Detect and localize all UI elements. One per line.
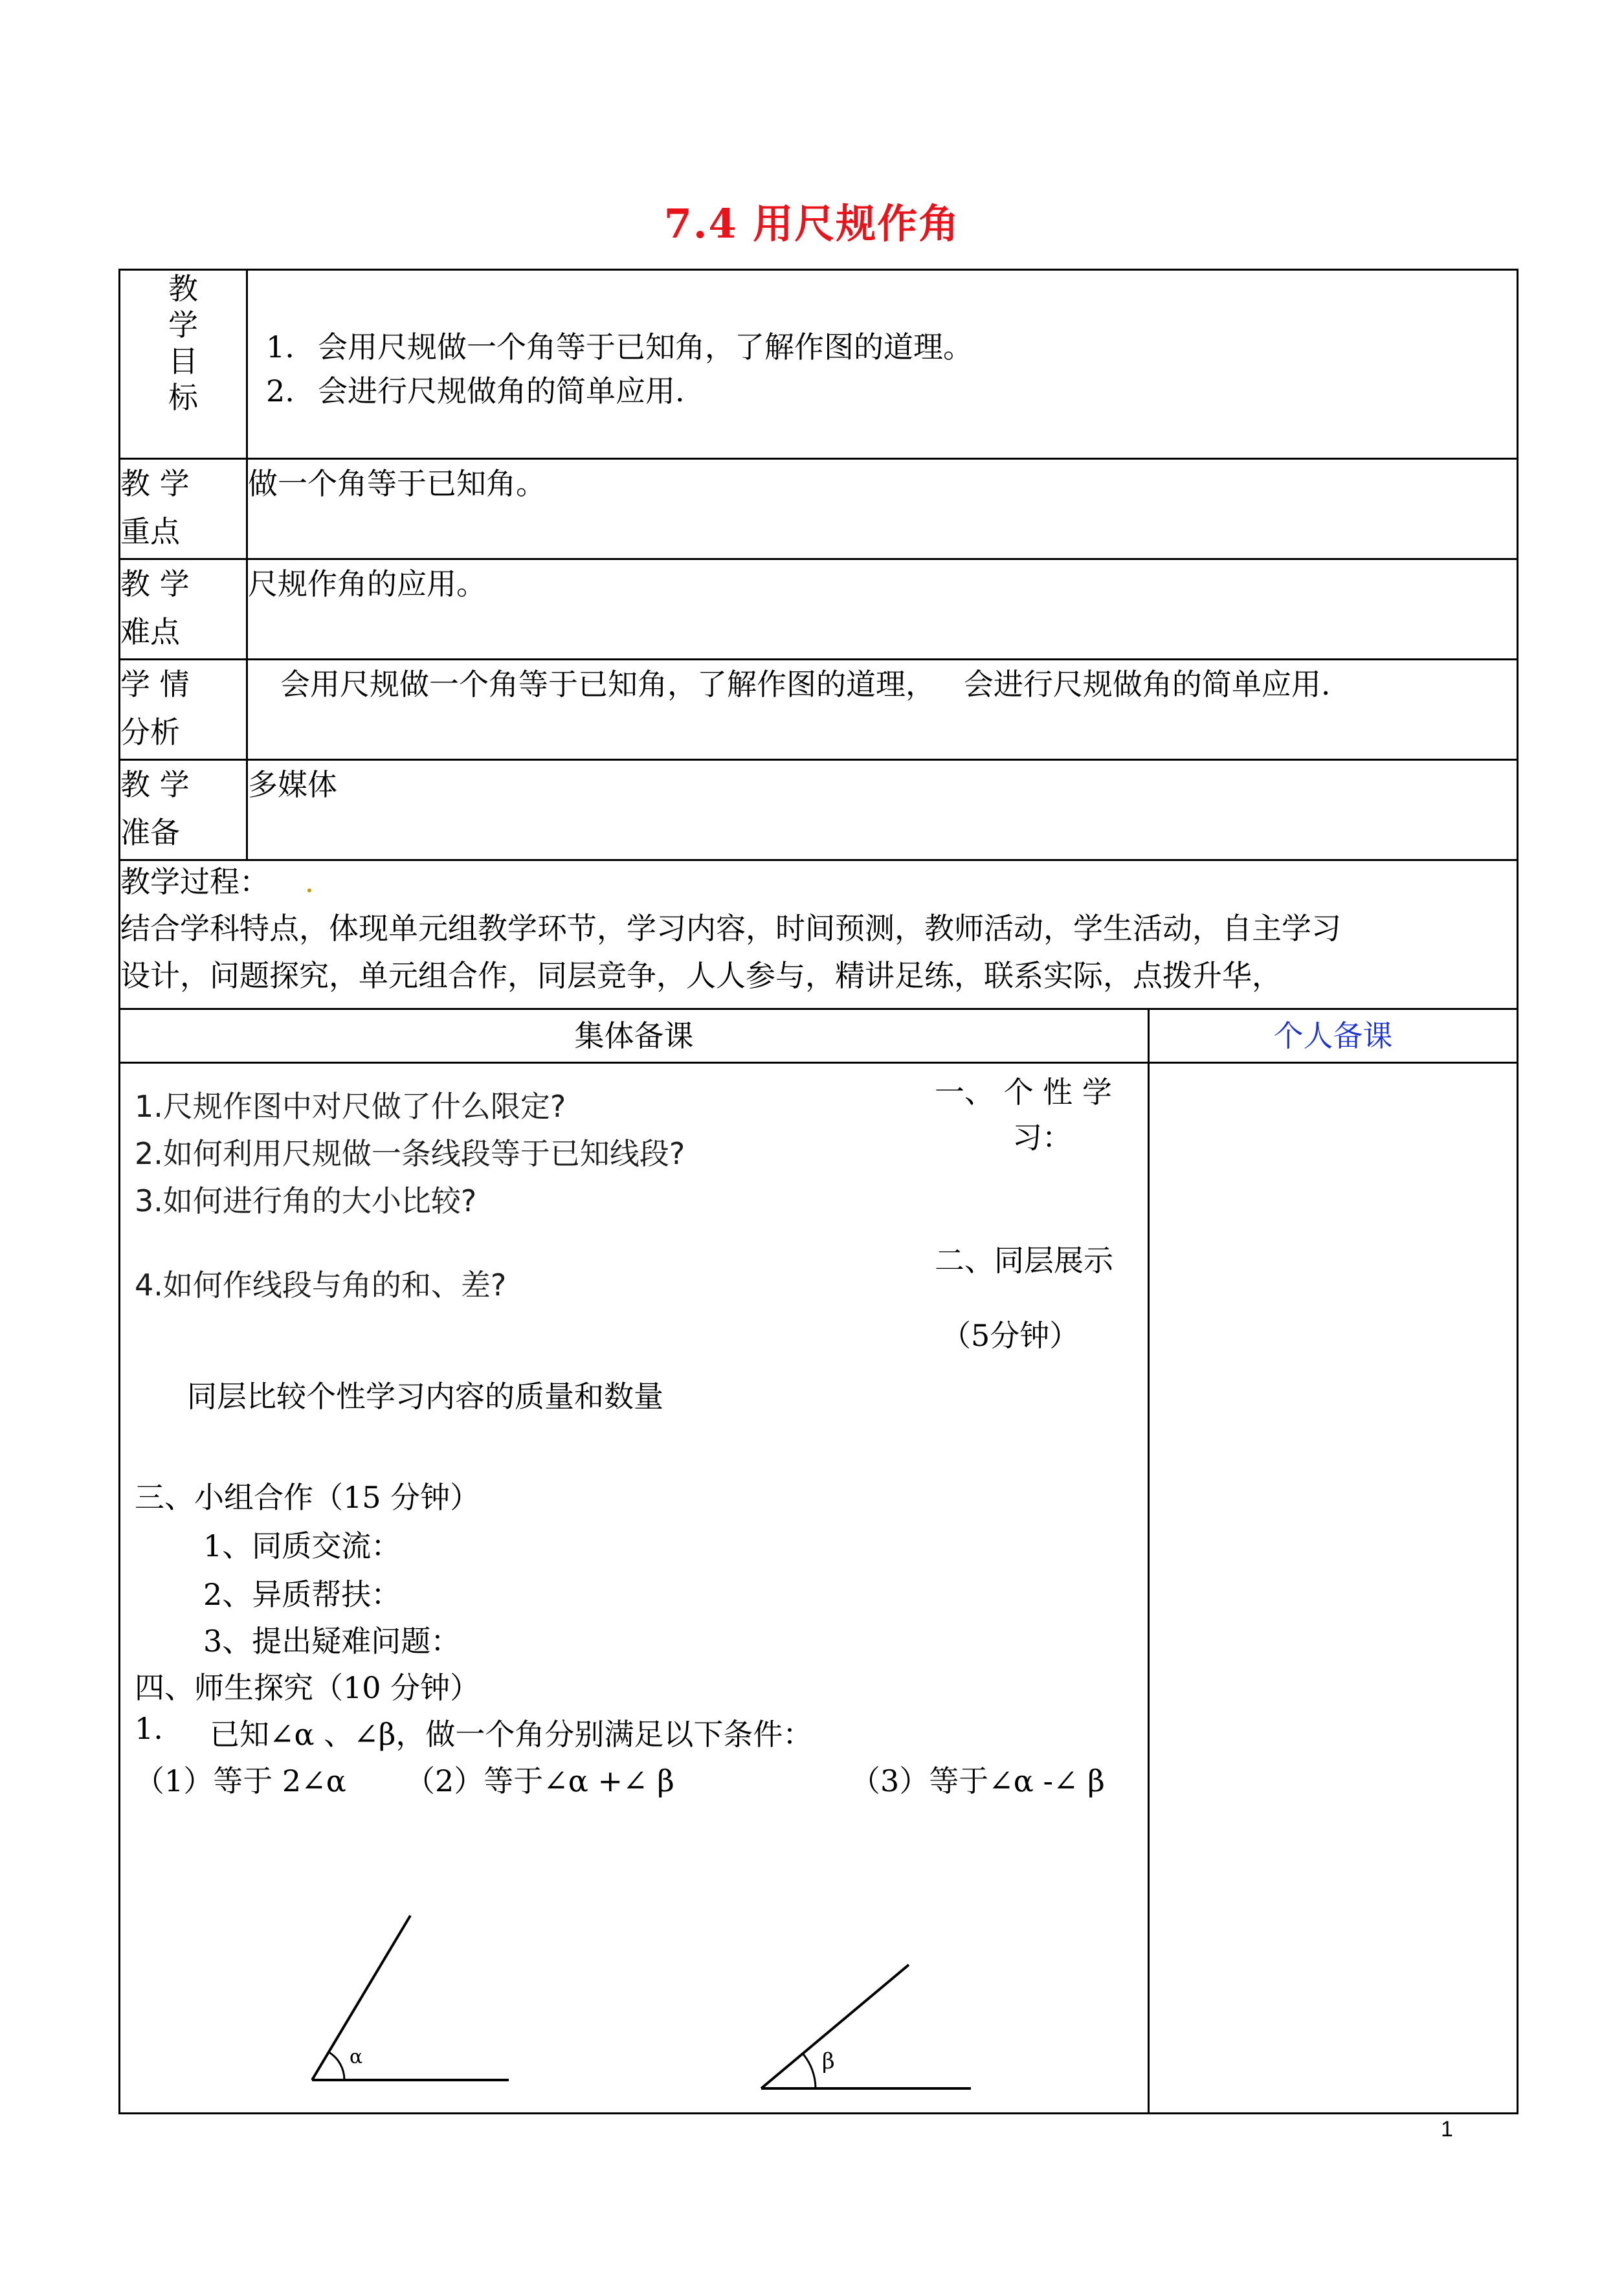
- explore-heading: 四、师生探究（10 分钟）: [135, 1670, 480, 1705]
- personal-header: 个人备课: [1149, 1009, 1518, 1063]
- objectives-content: [247, 270, 1518, 459]
- analysis-content: 会用尺规做一个角等于已知角，了解作图的道理， 会进行尺规做角的简单应用.: [247, 660, 1518, 760]
- personal-content: [1149, 1063, 1518, 2114]
- body-row: [120, 1063, 1518, 2114]
- beta-label: β: [822, 2048, 835, 2074]
- side-note: 一、 个 性 学: [935, 1075, 1112, 1110]
- side-note: （5分钟）: [941, 1318, 1080, 1353]
- process-row: [120, 860, 1518, 1009]
- question: 3.如何进行角的大小比较?: [135, 1183, 477, 1218]
- objective-item: 1. 会用尺规做一个角等于已知角，了解作图的道理。: [266, 330, 973, 364]
- preparation-content: 多媒体: [247, 760, 1518, 860]
- process-line: 结合学科特点，体现单元组教学环节，学习内容，时间预测，教师活动，学生活动，自主学习: [120, 911, 1341, 946]
- angle-figures: [120, 1064, 1150, 2112]
- compare-text: 同层比较个性学习内容的质量和数量: [187, 1379, 663, 1414]
- collective-header: 集体备课: [120, 1009, 1149, 1063]
- preparation-label: 教 学 准备: [120, 760, 247, 860]
- condition: （3）等于∠α -∠ β: [851, 1763, 1105, 1798]
- group-item: 1、同质交流：: [203, 1528, 401, 1563]
- difficulty-row: [120, 559, 1518, 660]
- page-title: 7.4 用尺规作角: [663, 200, 961, 247]
- process-heading: 教学过程： .: [120, 864, 315, 899]
- group-heading: 三、小组合作（15 分钟）: [135, 1480, 480, 1515]
- objectives-row: [120, 270, 1518, 459]
- preparation-row: [120, 760, 1518, 860]
- difficulty-content: 尺规作角的应用。: [247, 559, 1518, 660]
- group-item: 3、提出疑难问题：: [203, 1624, 461, 1659]
- condition: （2）等于∠α +∠ β: [405, 1763, 674, 1798]
- lesson-plan-table: [118, 269, 1518, 2114]
- question: 2.如何利用尺规做一条线段等于已知线段?: [135, 1136, 685, 1171]
- side-note: 二、同层展示: [935, 1243, 1113, 1278]
- collective-content: [120, 1063, 1149, 2114]
- explore-task: 已知∠α 、∠β，做一个角分别满足以下条件：: [210, 1717, 813, 1752]
- explore-task-num: 1.: [135, 1711, 163, 1746]
- side-note: 习：: [1012, 1120, 1072, 1155]
- question: 4.如何作线段与角的和、差?: [135, 1268, 507, 1303]
- page-number: 1: [1441, 2117, 1453, 2142]
- key-point-content: 做一个角等于已知角。: [247, 459, 1518, 559]
- process-line: 设计，问题探究，单元组合作，同层竞争，人人参与，精讲足练，联系实际，点拨升华，: [120, 958, 1282, 993]
- objective-item: 2. 会进行尺规做角的简单应用.: [266, 374, 685, 408]
- objectives-label: 教学目标: [120, 270, 247, 459]
- difficulty-label: 教 学 难点: [120, 559, 247, 660]
- group-item: 2、异质帮扶：: [203, 1577, 401, 1612]
- alpha-label: α: [350, 2046, 363, 2068]
- angle-alpha-figure: [312, 1916, 509, 2080]
- key-point-label: 教 学 重点: [120, 459, 247, 559]
- angle-beta-figure: [761, 1965, 971, 2088]
- columns-header-row: [120, 1009, 1518, 1063]
- question: 1.尺规作图中对尺做了什么限定?: [135, 1089, 566, 1124]
- analysis-row: [120, 660, 1518, 760]
- key-point-row: [120, 459, 1518, 559]
- analysis-label: 学 情 分析: [120, 660, 247, 760]
- condition: （1）等于 2∠α: [135, 1763, 346, 1798]
- process-content: [120, 860, 1518, 1009]
